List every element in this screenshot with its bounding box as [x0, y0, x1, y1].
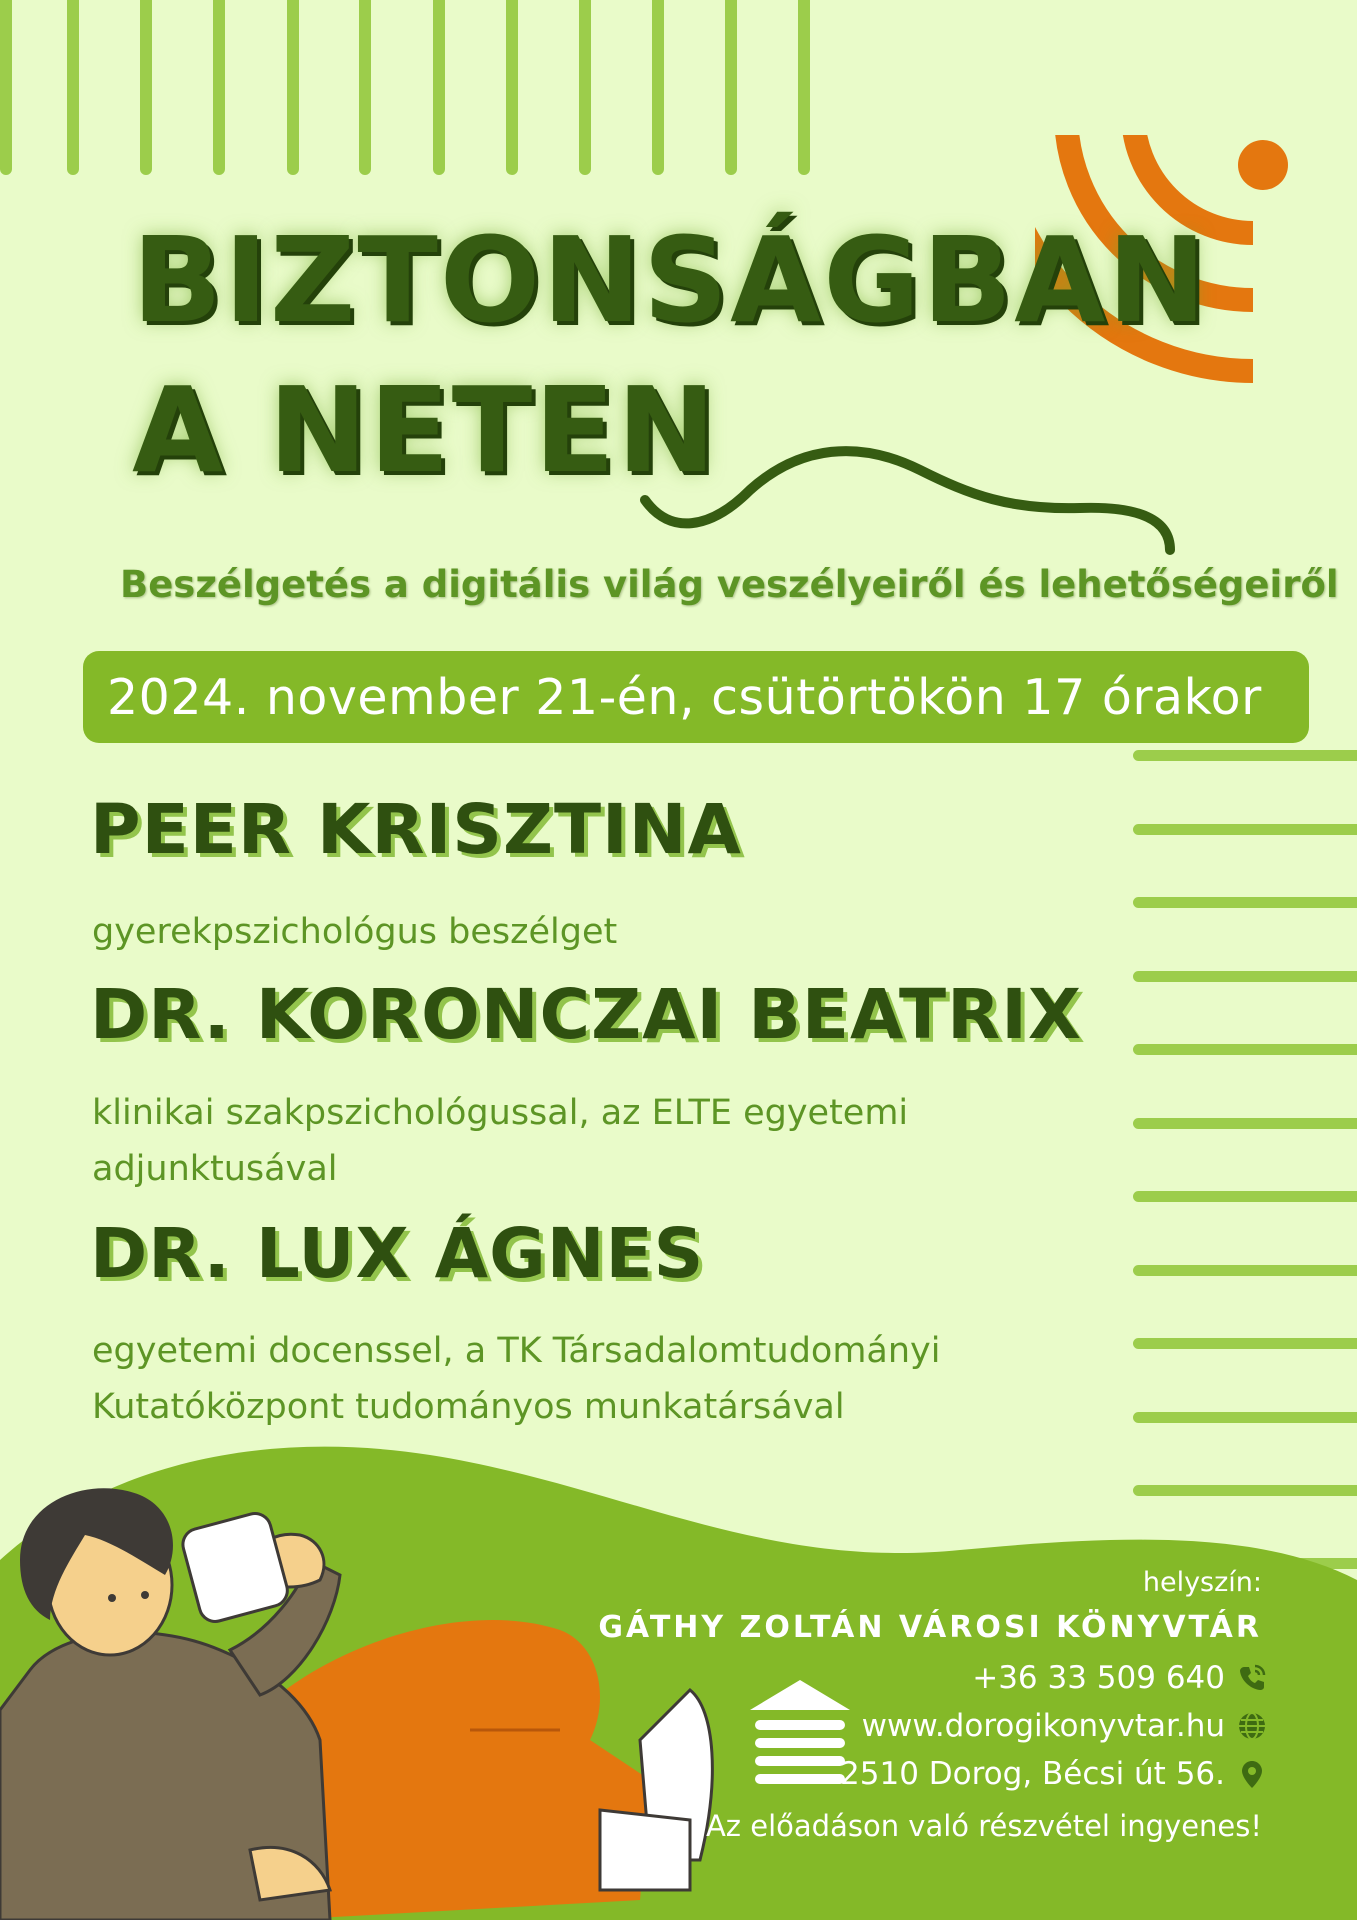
library-logo-icon: [745, 1675, 855, 1795]
subtitle: Beszélgetés a digitális világ veszélyeiről és lehetőségeiről: [120, 563, 1339, 606]
address-text: 2510 Dorog, Bécsi út 56.: [840, 1756, 1225, 1792]
contact-address: [840, 1756, 1267, 1792]
squiggle-decoration: [630, 430, 1190, 570]
location-pin-icon: [1237, 1759, 1267, 1789]
title-line-1: BIZTONSÁGBAN: [132, 211, 1209, 349]
title-line-2: A NETEN: [132, 361, 718, 499]
speaker-name-2: DR. KORONCZAI BEATRIX: [90, 975, 1083, 1055]
phone-icon: [1237, 1663, 1267, 1693]
venue-name: GÁTHY ZOLTÁN VÁROSI KÖNYVTÁR: [598, 1610, 1262, 1645]
venue-label: helyszín:: [1142, 1567, 1262, 1598]
speaker-description-2: klinikai szakpszichológussal, az ELTE egyetemi adjunktusával: [92, 1093, 909, 1189]
speaker-description-3: egyetemi docenssel, a TK Társadalomtudományi Kutatóközpont tudományos munkatársával: [92, 1331, 941, 1427]
date-banner: [83, 651, 1309, 743]
speaker-name-1: PEER KRISZTINA: [90, 790, 742, 870]
top-stripes-decoration: [0, 0, 820, 175]
free-attendance-note: Az előadáson való részvétel ingyenes!: [705, 1809, 1262, 1843]
contact-website: [862, 1708, 1267, 1744]
contact-phone: [972, 1660, 1267, 1696]
person-with-phone-illustration: [0, 1480, 740, 1920]
speaker-name-3: DR. LUX ÁGNES: [90, 1214, 705, 1294]
event-date: 2024. november 21-én, csütörtökön 17 órakor: [107, 668, 1262, 726]
globe-icon: [1237, 1711, 1267, 1741]
website-link[interactable]: www.dorogikonyvtar.hu: [861, 1708, 1225, 1744]
phone-number: +36 33 509 640: [972, 1660, 1225, 1696]
speaker-description-1: gyerekpszichológus beszélget: [92, 912, 618, 952]
